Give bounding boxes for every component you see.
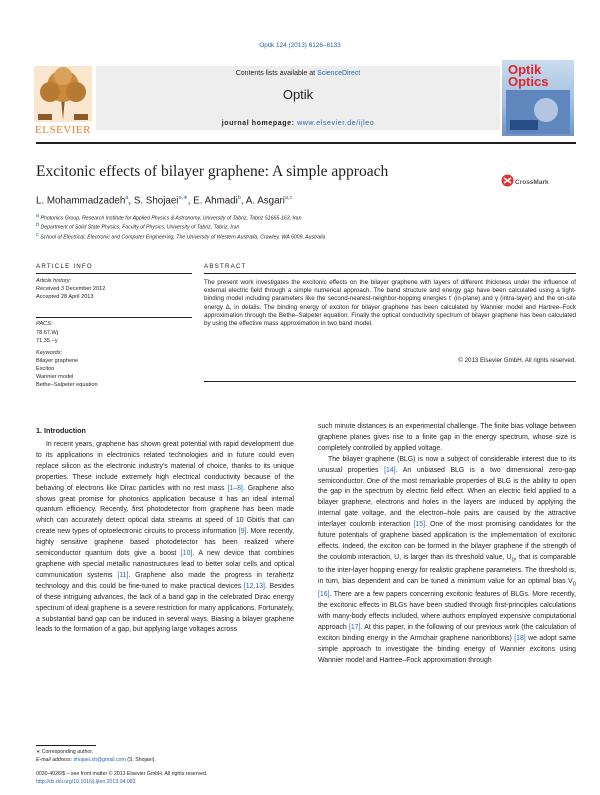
keywords-label: Keywords: [36, 350, 63, 356]
text-run: . One of the most promising candidates for the future potentials of graphene based application is the implementation of excitonic effects. Indeed, the exciton can be formed in the bilayer graphene if the strength of the coulomb interaction, U, is larger than its threshold value, U [318, 521, 576, 561]
text-run: we adopt same simple approach to investigate the binding energy of Wannier excitons using Wannier model and Hartree–Fock approximation through [318, 634, 576, 664]
affiliation-sup: b [36, 222, 40, 228]
sciencedirect-link[interactable]: ScienceDirect [317, 70, 361, 77]
keyword: Bethe–Salpeter equation [36, 382, 98, 388]
text-run: . Graphene also made the progress in terahertz technology and this could be fine-tuned to make practical devices [36, 571, 294, 590]
reference-link[interactable]: [17] [349, 624, 361, 632]
email-note [36, 757, 156, 763]
doi-link[interactable]: http://dx.doi.org/10.1016/j.ijleo.2013.04.083 [36, 779, 136, 785]
author-list: L. Mohammadzadeh$^a$, S. Shojaei$^{a,∗}$, E. Ahmadi$^b$, A. Asgari$^{a,c}$ [36, 195, 293, 207]
reference-link[interactable]: [16] [318, 591, 330, 599]
text-run: . More recently, highly sensitive graphene based photodetector has been realized where semiconductor quantum dots give a boost [36, 528, 294, 558]
reference-link[interactable]: [18] [514, 634, 526, 642]
body-column-left [36, 440, 294, 636]
text-run: . There are a few papers concerning excitonic features of BLGs. More recently, the excitonic effects in BLGs have been studied through first-principles calculations with many-body effects included, where authors employed expensive computational approach [318, 591, 576, 632]
cover-title-line-2: Optics [508, 74, 549, 89]
affiliation-text: Photonics Group, Research Institute for Applied Physics & Astronomy, University of Tabriz, Tabriz 51665-163, Iran [40, 215, 302, 222]
received-date: Received 3 December 2012 [36, 286, 106, 292]
pacs-code: 71.35.−y [36, 338, 58, 344]
reference-link[interactable]: [10] [180, 550, 193, 558]
text-run: . An unbiased BLG is a two dimensional zero-gap semiconductor. One of the most remarkable properties of BLG is the ability to open the gap in the spectrum by electric field effect. When an electric field applied to a bilayer graphene, electrons and holes in the layers are induced by applying the internal gate voltage, and the electron–hole pairs are caused by the attractive interlayer coulomb interaction [318, 466, 576, 529]
journal-homepage [96, 120, 500, 127]
text-run: . Besides of these intriguing advances, the lack of a band gap in the celebrated Dirac energy spectrum of ideal graphene is a severe restriction for many applications. Fortunately, a substantial band gap can be induced in several ways. Biasing a bilayer graphene leads to the formation of a gap, but applying large voltages across [36, 582, 294, 634]
cover-title-line-1: Optik [508, 62, 542, 77]
issn-line: 0030-4026/$ – see front matter © 2013 Elsevier GmbH. All rights reserved. [36, 771, 208, 777]
author-name[interactable]: A. Asgari [245, 195, 285, 207]
abstract-copyright: © 2013 Elsevier GmbH. All rights reserved. [458, 357, 576, 364]
text-run: In recent years, graphene has shown great potential with rapid development due to its applications in electronics related technologies and in future could even replace silicon as the electronic industry's material of choice, thanks to its unique properties. These include extremely high electrical conductivity because of the behaving of electrons like Dirac particles with no rest mass [36, 441, 294, 492]
keyword: Bilayer graphene [36, 358, 79, 364]
reference-link[interactable]: [1–8] [227, 484, 243, 492]
email-label: E-mail address: [36, 757, 73, 763]
text-run: . A new device that combines graphene with special metallic nanostructures lead to better solar cells and optical communication systems [36, 550, 294, 579]
journal-cover [502, 60, 574, 136]
article-info-rule [36, 273, 192, 274]
author-sup: a [125, 195, 129, 201]
subscript: 0 [511, 557, 515, 564]
crossmark-label[interactable]: CrossMark [515, 179, 549, 186]
affiliation-text: Department of Solid State Physics, Faculty of Physics, University of Tabriz, Tabriz, Iran [40, 224, 240, 231]
article-info-heading: ARTICLE INFO [36, 263, 93, 270]
section-heading-introduction: 1. Introduction [36, 426, 86, 435]
paragraph [36, 440, 294, 636]
history-label: Article history: [36, 278, 72, 284]
text-run: , that is comparable to the inter-layer hopping energy for realistic graphene parameters. The threshold is, in turn, bias dependent and can be tuned a minimum value for an optimal bias V [318, 553, 576, 586]
affiliation [36, 222, 239, 231]
author-sup: a,c [285, 195, 293, 201]
keyword: Wannier model [36, 374, 74, 380]
reference-link[interactable]: [14] [384, 466, 396, 474]
affiliation [36, 232, 325, 241]
corresponding-author-note: ∗ Corresponding author. [36, 749, 94, 755]
abstract-heading: ABSTRACT [204, 263, 247, 270]
header-rule [36, 142, 576, 144]
crossmark-icon[interactable] [501, 174, 514, 187]
homepage-label: journal homepage: [221, 120, 295, 127]
pacs-label: PACS: [36, 321, 53, 327]
paragraph: such minute distances is an experimental challenge. The finite bias voltage between graphene planes gives rise to a finite gap in the energy spectrum, whose size is completely controlled by applied voltage. [318, 423, 576, 452]
article-info-divider [36, 317, 192, 318]
journal-name: Optik [282, 87, 314, 102]
accepted-date: Accepted 28 April 2013 [36, 294, 94, 300]
cover-title [508, 64, 548, 88]
author-name[interactable]: S. Shojaei [133, 195, 179, 207]
contents-prefix: Contents lists available at [235, 70, 318, 77]
text-run: . Graphene also shows great promise for photonics application because it has an ideal internal quantum efficiency. Recently, first photodetector from graphene has been made which can accurately detect optical data streams at speed of 10 Gbit/s that can create new types of optoelectronic circuits to process information [36, 484, 294, 536]
paragraph [318, 455, 576, 667]
publisher-name: ELSEVIER [35, 124, 91, 136]
reference-link[interactable]: [9] [238, 528, 247, 536]
reference-link[interactable]: [11] [117, 571, 129, 579]
affiliation [36, 213, 301, 222]
email-owner: (S. Shojaei). [127, 757, 156, 763]
subscript: 0 [572, 581, 576, 588]
article-title: Excitonic effects of bilayer graphene: A simple approach [36, 163, 389, 180]
body-column-right [318, 422, 576, 667]
abstract-bottom-rule [204, 381, 576, 382]
author-name[interactable]: L. Mohammadzadeh [36, 195, 126, 207]
affiliation-sup: a [36, 213, 40, 219]
affiliation-sup: c [36, 232, 39, 238]
author-sup: a,∗ [178, 195, 188, 201]
affiliation-text: School of Electrical, Electronic and Computer Engineering, The University of Western Australia, Crawley, WA 6009, Australia [40, 234, 326, 241]
pacs-code: 78.67.Wj [36, 330, 59, 336]
keyword: Exciton [36, 366, 55, 372]
reference-link[interactable]: [15] [413, 521, 426, 529]
text-run: . At this paper, in the following of our previous work (the calculation of exciton binding energy in the Armchair graphene nanoribbons) [318, 624, 576, 642]
homepage-link[interactable]: www.elsevier.de/ijleo [297, 120, 375, 127]
abstract-text: The present work investigates the excitonic effects on the bilayer graphene with layers of different thickness under the influence of external electric field through a simple numerical approach. The band structure and energy gap have been calculated using a tight-binding model including parameters like the second-nearest-neighbor-hopping energies t′ (in-plane) and γ (intra-layer) and the on-site energy Δ, in details. The binding energy of exciton for bilayer graphene has been calculated by Wannier model and Hartree–Fock approximation through the Bethe–Salpeter equation. Finally the optical conductivity spectrum of bilayer graphene has been calculated by using the effective mass approximation in two band model. [204, 279, 576, 328]
reference-link[interactable]: [12,13] [243, 582, 265, 590]
abstract-rule [204, 273, 576, 274]
contents-line [96, 70, 500, 77]
journal-citation[interactable]: Optik 124 (2013) 6126–6133 [259, 42, 341, 49]
author-sup: b [237, 195, 241, 201]
author-name[interactable]: E. Ahmadi [193, 195, 238, 207]
email-link[interactable]: shojaei.sh@gmail.com [73, 757, 126, 763]
footnote-rule [36, 745, 96, 746]
text-run: The bilayer graphene (BLG) is now a subject of considerable interest due to its unusual properties [318, 455, 576, 474]
cover-graphic [506, 90, 570, 134]
